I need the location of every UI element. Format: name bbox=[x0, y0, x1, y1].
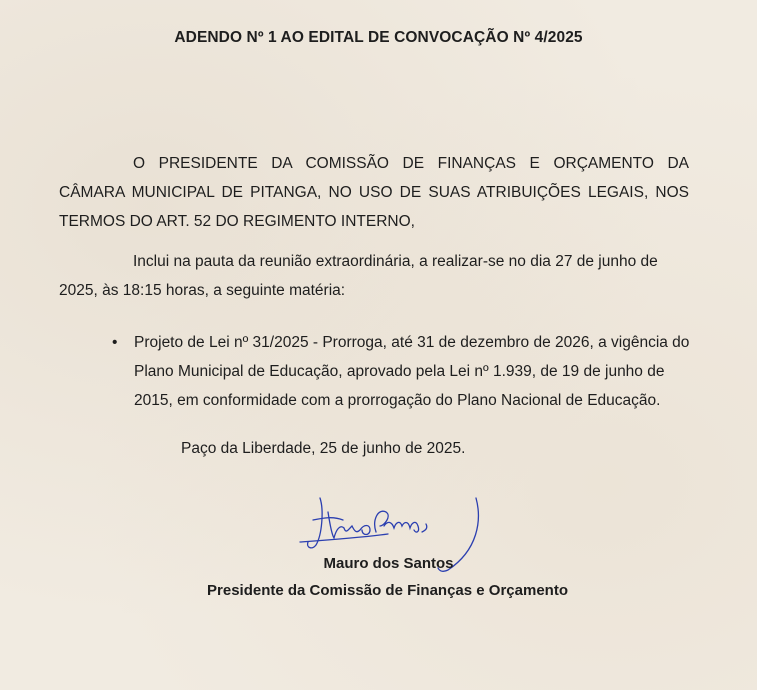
agenda-item-text: Projeto de Lei nº 31/2025 - Prorroga, até 31 de dezembro de 2026, a vigência do Plano Municipal de Educação, aprovado pela Lei nº 1.939, de 19 de junho de 2015, em conformidade com a prorrogação do Plano Nacional de Educação. bbox=[134, 334, 690, 409]
agenda-item bbox=[112, 328, 692, 415]
agenda-rest: 2025, às 18:15 horas, a seguinte matéria: bbox=[59, 282, 346, 299]
place-date: Paço da Liberdade, 25 de junho de 2025. bbox=[181, 440, 466, 457]
signatory-role: Presidente da Comissão de Finanças e Orçamento bbox=[207, 582, 568, 599]
preamble-line-1: O PRESIDENTE DA COMISSÃO DE FINANÇAS E ORÇAMENTO DA bbox=[133, 155, 689, 172]
preamble-paragraph bbox=[59, 149, 689, 236]
preamble-rest: CÂMARA MUNICIPAL DE PITANGA, NO USO DE SUAS ATRIBUIÇÕES LEGAIS, NOS TERMOS DO ART. 52 DO REGIMENTO INTERNO, bbox=[59, 184, 689, 230]
bullet-icon: • bbox=[112, 334, 118, 351]
signatory-name: Mauro dos Santos bbox=[323, 555, 454, 572]
document-title: ADENDO Nº 1 AO EDITAL DE CONVOCAÇÃO Nº 4/2025 bbox=[174, 29, 583, 46]
agenda-paragraph bbox=[59, 247, 689, 305]
agenda-line-1: Inclui na pauta da reunião extraordinária, a realizar-se no dia 27 de junho de bbox=[133, 253, 658, 270]
